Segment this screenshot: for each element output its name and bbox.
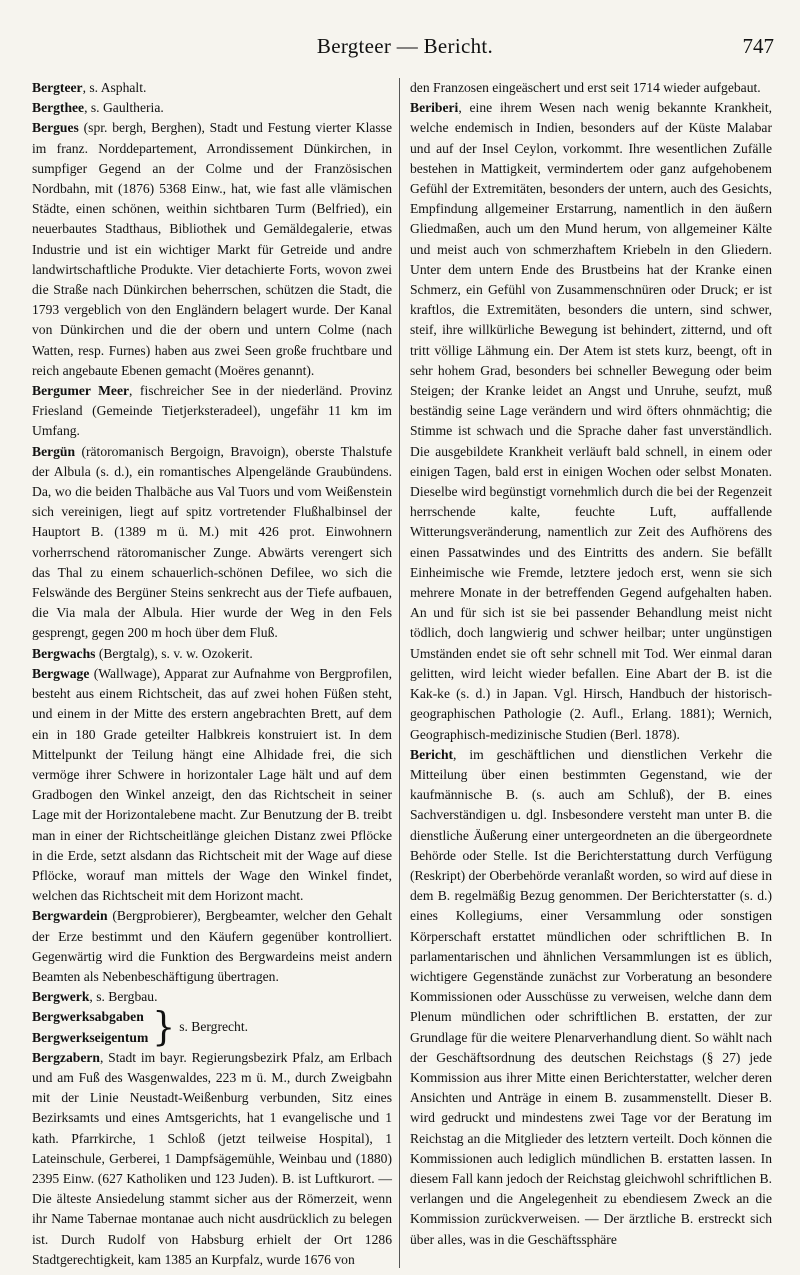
entry-text: , fischreicher See in der niederländ. Provinz Friesland (Gemeinde Tietjerksteradeel), ungefähr 11 km im Umfang. bbox=[32, 383, 393, 439]
page-number: 747 bbox=[742, 34, 774, 58]
entry-text: , Stadt im bayr. Regierungsbezirk Pfalz, am Erlbach und am Fuß des Wasgenwaldes, 223 m ü. M., durch Zweigbahn mit der Linie Neustadt-Weißenburg verbunden, Sitz eines Bezirksamts und eines Amtsgerichts, hat 1 evangelische und 1 kath. Pfarrkirche, 1 Schloß (jetzt teilweise Hospital), 1 Lateinschule, Gerberei, 1 Dampfsägemühle, Weinbau und (1880) 2395 Einw. (627 Katholiken und 123 Juden). B. ist Luftkurort. — Die älteste Ansiedelung stammt sicher aus der Römerzeit, wenn ihr Name Tabernae montanae auch nicht ausdrücklich zu belegen ist. Durch Rudolf von Habsburg erhielt der Ort 1286 Stadtgerechtigkeit, kam 1385 an Kurpfalz, wurde 1676 von bbox=[32, 1049, 392, 1267]
entry-bergthee bbox=[32, 98, 392, 118]
entry-continuation bbox=[410, 78, 772, 98]
entry-bergteer bbox=[32, 78, 392, 98]
entry-beriberi bbox=[410, 98, 772, 745]
entry-text: (Wallwage), Apparat zur Aufnahme von Bergprofilen, besteht aus einem Richtscheit, das auf zwei hohen Füßen steht, und einem in der Mitte des erstern angebrachten Brett, auf dem ein in 180 Grade geteilter Halbkreis konstruiert ist. In dem Mittelpunkt der Teilung hängt eine Alhidade frei, die sich vermöge ihrer Schwere in horizontaler Lage hält und auf dem Gradbogen den Winkel anzeigt, den das Richtscheit in seiner Lage mit der Horizontalebene macht. Zur Benutzung der B. treibt man in einer der Richtscheitlänge gleichen Distanz zwei Pflöcke in die Erde, setzt alsdann das Richtscheit mit der Wage auf diese Pflöcke, worauf man mittels der Wage den Winkel findet, welchen das Richtscheit mit dem Horizont macht. bbox=[32, 665, 392, 904]
entry-bergwerksabgaben-group bbox=[32, 1004, 392, 1050]
entry-headword: Bergteer bbox=[32, 80, 83, 95]
entry-headword: Bergwerk bbox=[32, 989, 90, 1005]
entry-berguen bbox=[32, 442, 392, 644]
entry-text: , im geschäftlichen und dienstlichen Verkehr die Mitteilung über einen bestimmten Gegenstand, wie der kaufmännische B. (s. auch am Schluß), der B. eines Sachverständigen u. dgl. Insbesondere versteht man unter B. die dienstliche Äußerung einer untergeordneten an die übergeordnete Behörde oder Stelle. Ist die Berichterstattung durch Verfügung (Reskript) der Oberbehörde veranlaßt worden, so wird auf diese in dem B. regelmäßig Bezug genommen. Der Berichterstatter (s. d.) eines Kollegiums, einer Versammlung oder sonstigen Körperschaft erstattet mündlichen oder schriftlichen B. In parlamentarischen und ähnlichen Versammlungen ist es üblich, wichtigere Gegenstände zunächst zur Vorberatung an besondere Kommissionen oder Ausschüsse zu verweisen, welche dann dem Plenum mündlichen oder schriftlichen B. erstatten, der zur Grundlage für die weitere Plenarverhandlung dient. So wählt nach der Geschäftsordnung des deutschen Reichstags (§ 27) jede Kommission aus ihrer Mitte einen Berichterstatter, welcher deren Ansichten und Anträge in einem B. zusammenstellt. Dieser B. wird gedruckt und mindestens zwei Tage vor der Beratung im Reichstag an die Mitglieder des letztern verteilt. Doch können die Kommissionen auch lediglich mündlichen B. erstatten lassen. In diesem Fall kann jedoch der Reichstag gleichwohl schriftlichen B. verlangen und die Angelegenheit zu ebendiesem Zweck an die Kommission zurückverweisen. — Der ärztliche B. erstreckt sich über alles, was in die Geschäftssphäre bbox=[410, 746, 772, 1247]
entry-text: , eine ihrem Wesen nach wenig bekannte Krankheit, welche endemisch in Indien, besonders auf der Küste Malabar und auf der Insel Ceylon, vorkommt. Ihre wesentlichen Zufälle bestehen in Mattigkeit, vermindertem oder ganz aufgehobenem Gefühl der Extremitäten, besonders der untern, auch des Gesichts, Empfindung allgemeiner Erstarrung, namentlich in den äußern Gliedmaßen, auch um den Mund herum, von allgemeiner Kälte und meist auch von schmerzhaftem Kriebeln in den Gliedern. Unter dem untern Ende des Brustbeins hat der Kranke einen Schmerz, ein Gefühl von Zusammenschnüren oder Druck; er ist kraftlos, die Extremitäten, besonders die untern, sind schwer, steif, ihre willkürliche Bewegung ist behindert, zitternd, und oft tritt völlige Lähmung ein. Der Atem ist stets kurz, beengt, oft in sehr hohem Grad, besonders bei schneller Bewegung oder beim Steigen; der Kranke leidet an Angst und Unruhe, seufzt, muß beständig seine Lage verändern und wird öfters ohnmächtig; die Stimme ist schwach und die Sprache daher fast unverständlich. Die ausgebildete Krankheit verläuft bald schnell, in einem oder einigen Tagen, bald erst in einigen Wochen oder selbst Monaten. Dieselbe wird begünstigt vornehmlich durch die bei der Regenzeit herrschende kalte, feuchte Luft, auffallende Witterungsveränderung, namentlich zur Zeit des Aufhörens des einen Passatwindes und des Eintritts des andern. Sie befällt Einheimische wie Fremde, letztere jedoch erst, wenn sie sich mehrere Monate in der betreffenden Gegend aufgehalten haben. An und für sich ist sie bei passender Behandlung meist nicht tödlich, doch langwierig und schwer heilbar; unter ungünstigen Umständen endet sie oft sehr schnell mit Tod. Wer einmal daran gelitten, wird leicht wieder befallen. Eine Abart der B. ist die Kak-ke (s. d.) in Japan. Vgl. Hirsch, Handbuch der historisch-geographischen Pathologie (2. Aufl., Erlang. 1881); Wernich, Geographisch-medizinische Studien (Berl. 1878). bbox=[410, 100, 772, 742]
entry-headword: Bergzabern bbox=[32, 1049, 100, 1065]
entry-text: (spr. bergh, Berghen), Stadt und Festung vierter Klasse im franz. Norddepartement, Arrondissement Dünkirchen, in sumpfiger Gegend an der Colme und der Französischen Nordbahn, mit (1876) 5368 Einw., hat, wie fast alle vlämischen Städte, einen schönen, weithin sichtbaren Turm (Belfried), ein neuerbautes Stadthaus, Bibliothek und Gemäldegalerie, etwas Industrie und ist ein wichtiger Markt für Getreide und andre landwirtschaftliche Produkte. Vier detachierte Forts, wovon zwei die Straße nach Dünkirchen beherrschen, schützen die Stadt, die 1793 vergeblich von den Engländern belagert wurde. Der Kanal von Dünkirchen und die der obern und untern Colme (nach Watten, resp. Furnes) haben aus zwei Seen große fruchtbare und reich angebaute Ebenen gemacht (Moëres genannt). bbox=[32, 120, 392, 378]
entry-text: (rätoromanisch Bergoign, Bravoign), oberste Thalstufe der Albula (s. d.), ein romantisches Alpengelände Graubündens. Da, wo die beiden Thalbäche aus Val Tuors und vom Weißenstein sich vereinigen, liegt auf spitz vortretender Flußhalbinsel der Hauptort B. (1389 m ü. M.) mit 426 prot. Einwohnern vorherrschend rätoromanischer Zunge. Abwärts verengert sich das Thal zu einem schauerlich-schönen Defilee, wo sich die Felswände des Bergüner Steins senkrecht aus der Tiefe aufbauen, die Via mala der Albula. Hier wurde der Weg in den Fels gesprengt, gegen 200 m hoch über dem Fluß. bbox=[32, 443, 392, 641]
entry-headword: Bergwachs bbox=[32, 645, 96, 661]
entry-headword: Bergues bbox=[32, 120, 79, 136]
entry-headword: Bergumer Meer bbox=[32, 383, 130, 399]
column-divider bbox=[399, 78, 400, 1268]
right-column bbox=[410, 78, 772, 1250]
entry-text: , s. Gaultheria. bbox=[84, 100, 164, 116]
curly-brace: } bbox=[152, 1004, 176, 1050]
entry-bergwerk bbox=[32, 987, 392, 1007]
entry-headword: Bergwerkseigentum bbox=[32, 1029, 149, 1045]
page-header bbox=[0, 30, 800, 70]
entry-text: den Franzosen eingeäschert und erst seit 1714 wieder aufgebaut. bbox=[410, 80, 761, 95]
entry-headword: Bergthee bbox=[32, 100, 85, 116]
entry-bergumer-meer bbox=[32, 381, 392, 442]
entry-text: (Bergprobierer), Bergbeamter, welcher den Gehalt der Erze bestimmt und den Käufern gegenüber kontrolliert. Gegenwärtig wird die Funktion des Bergwardeins meist andern Beamten als Nebenbeschäftigung übertragen. bbox=[32, 908, 392, 984]
running-head: Bergteer — Bericht. bbox=[316, 34, 494, 58]
entry-headword: Bergwardein bbox=[32, 908, 108, 924]
entry-bergzabern bbox=[32, 1048, 392, 1270]
entry-headword: Beriberi bbox=[410, 100, 459, 116]
entry-bergwage bbox=[32, 664, 392, 906]
entry-headword: Bergwerksabgaben bbox=[32, 1009, 144, 1025]
entry-text: (Bergtalg), s. v. w. Ozokerit. bbox=[95, 645, 253, 661]
brace-headwords bbox=[32, 1007, 148, 1047]
entry-bergues bbox=[32, 118, 392, 381]
entry-text: s. Bergrecht. bbox=[179, 1019, 249, 1035]
entry-text: , s. Bergbau. bbox=[89, 989, 158, 1005]
left-column bbox=[32, 78, 392, 1270]
entry-bericht bbox=[410, 745, 772, 1250]
entry-headword: Bergün bbox=[32, 443, 76, 459]
entry-headword: Bergwage bbox=[32, 665, 90, 681]
entry-text: , s. Asphalt. bbox=[82, 80, 147, 95]
entry-bergwachs bbox=[32, 644, 392, 664]
entry-bergwardein bbox=[32, 906, 392, 987]
entry-headword: Bericht bbox=[410, 746, 454, 762]
